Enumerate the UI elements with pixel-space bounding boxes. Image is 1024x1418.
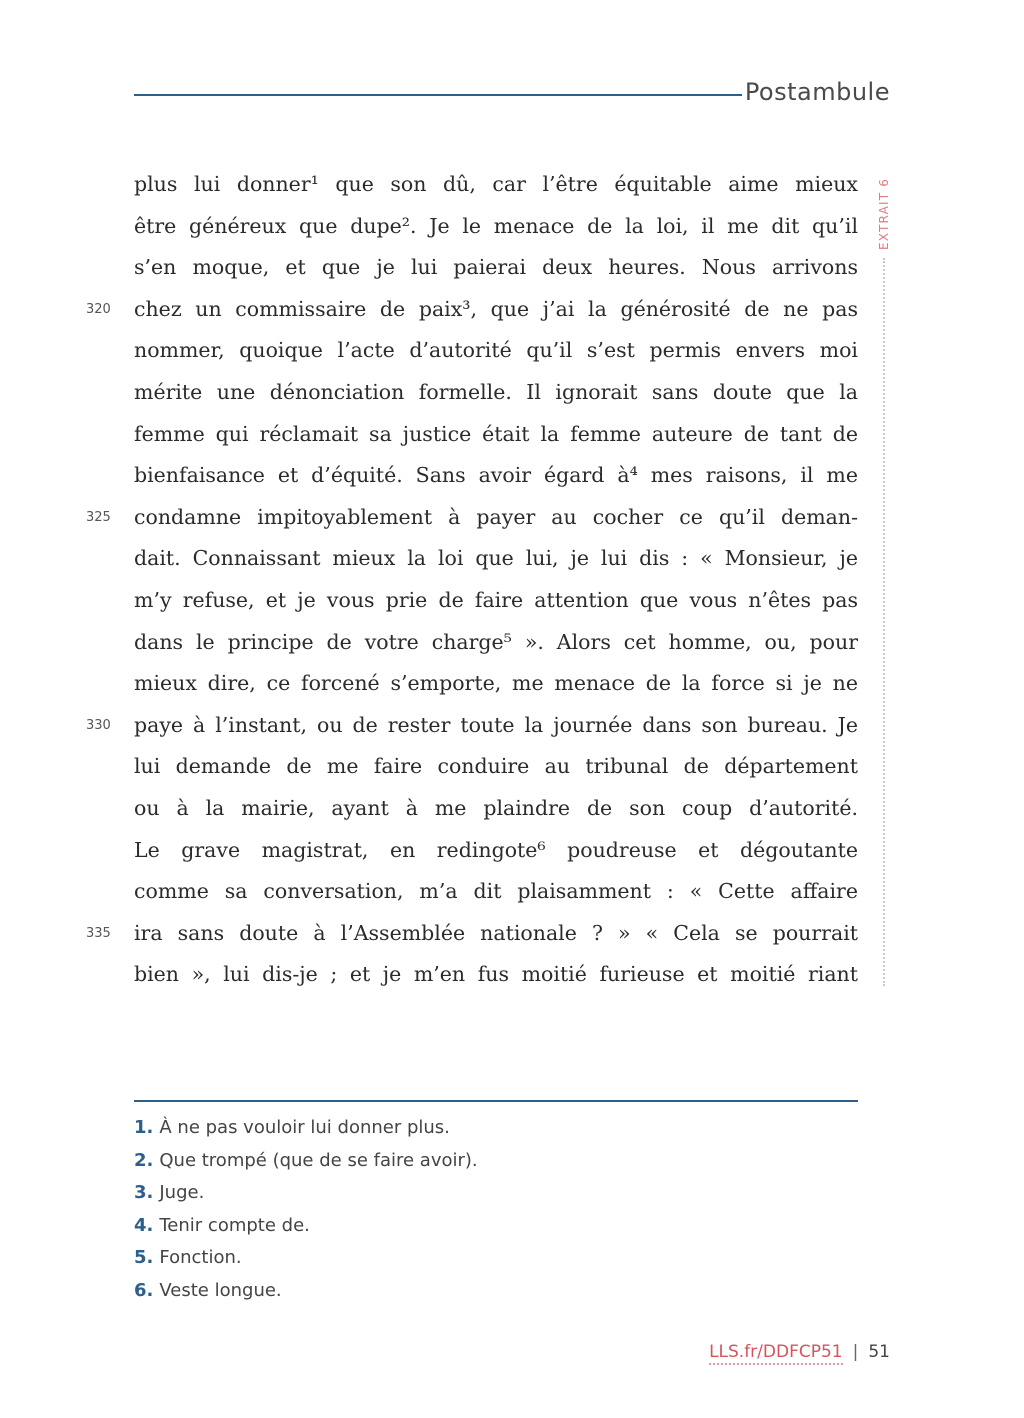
line-number: 325 xyxy=(86,509,111,525)
footnote xyxy=(134,1275,858,1308)
line-text: ira sans doute à l’Assemblée nationale ? » « Cela se pourrait xyxy=(134,920,858,945)
footnote-number: 4. xyxy=(134,1214,154,1236)
footnote-rule xyxy=(134,1100,858,1102)
text-line xyxy=(134,622,858,664)
running-header-title: Postambule xyxy=(744,78,890,106)
footnote-number: 6. xyxy=(134,1279,154,1301)
text-line xyxy=(134,830,858,872)
footnote-text: Tenir compte de. xyxy=(159,1214,310,1236)
text-line xyxy=(134,788,858,830)
line-text: plus lui donner¹ que son dû, car l’être équitable aime mieux xyxy=(134,172,858,196)
text-line xyxy=(134,663,858,705)
text-line xyxy=(134,330,858,372)
footnote xyxy=(134,1210,858,1243)
text-line xyxy=(134,580,858,622)
text-line xyxy=(134,414,858,456)
line-text: mérite une dénonciation formelle. Il ignorait sans doute que la xyxy=(134,379,858,404)
side-label xyxy=(872,174,896,986)
line-text: comme sa conversation, m’a dit plaisamment : « Cette affaire xyxy=(134,879,858,904)
line-number: 330 xyxy=(86,717,111,733)
line-text: bienfaisance et d’équité. Sans avoir égard à⁴ mes raisons, il me xyxy=(134,463,858,488)
text-line xyxy=(86,913,858,955)
line-text: dait. Connaissant mieux la loi que lui, je lui dis : « Monsieur, je xyxy=(134,546,858,571)
line-number: 335 xyxy=(86,925,111,941)
line-text: nommer, quoique l’acte d’autorité qu’il s’est permis envers moi xyxy=(134,338,858,363)
main-text xyxy=(86,164,858,996)
dotted-divider xyxy=(883,258,885,986)
footnote-text: À ne pas vouloir lui donner plus. xyxy=(159,1117,450,1138)
line-text: bien », lui dis-je ; et je m’en fus moitié furieuse et moitié riant xyxy=(134,962,858,987)
header-rule xyxy=(134,94,742,96)
footer-separator: | xyxy=(852,1342,859,1362)
page-footer xyxy=(709,1342,890,1362)
text-line xyxy=(134,164,858,206)
line-text: condamne impitoyablement à payer au cocher ce qu’il deman- xyxy=(134,504,858,529)
line-text: dans le principe de votre charge⁵ ». Alors cet homme, ou, pour xyxy=(134,629,858,654)
footnote xyxy=(134,1177,858,1210)
text-line xyxy=(86,289,858,331)
text-line xyxy=(134,746,858,788)
text-line xyxy=(134,455,858,497)
line-text: chez un commissaire de paix³, que j’ai la générosité de ne pas xyxy=(134,296,858,321)
text-line xyxy=(86,497,858,539)
line-text: être généreux que dupe². Je le menace de la loi, il me dit qu’il xyxy=(134,213,858,238)
extract-label: EXTRAIT 6 xyxy=(877,177,891,250)
footnote-text: Juge. xyxy=(159,1182,205,1204)
text-line xyxy=(86,705,858,747)
line-text: femme qui réclamait sa justice était la femme auteure de tant de xyxy=(134,421,858,446)
footnotes xyxy=(134,1112,858,1308)
footnote-number: 2. xyxy=(134,1149,154,1171)
footnote-text: Veste longue. xyxy=(159,1279,282,1301)
line-text: s’en moque, et que je lui paierai deux heures. Nous arrivons xyxy=(134,255,858,280)
footnote xyxy=(134,1145,858,1178)
text-line xyxy=(134,206,858,248)
line-text: lui demande de me faire conduire au tribunal de département xyxy=(134,754,858,779)
footnote xyxy=(134,1242,858,1275)
text-line xyxy=(134,247,858,289)
footnote xyxy=(134,1112,858,1145)
resource-link[interactable]: LLS.fr/DDFCP51 xyxy=(709,1342,843,1365)
line-number: 320 xyxy=(86,301,111,317)
footnote-number: 1. xyxy=(134,1117,154,1138)
footnote-text: Que trompé (que de se faire avoir). xyxy=(159,1149,478,1171)
text-line xyxy=(134,372,858,414)
line-text: paye à l’instant, ou de rester toute la journée dans son bureau. Je xyxy=(134,712,858,737)
text-line xyxy=(134,538,858,580)
footnote-text: Fonction. xyxy=(159,1247,242,1269)
footnote-number: 3. xyxy=(134,1182,154,1204)
line-text: m’y refuse, et je vous prie de faire attention que vous n’êtes pas xyxy=(134,587,858,612)
line-text: Le grave magistrat, en redingote⁶ poudreuse et dégoutante xyxy=(134,837,858,862)
text-line xyxy=(134,954,858,996)
line-text: ou à la mairie, ayant à me plaindre de son coup d’autorité. xyxy=(134,795,858,820)
line-text: mieux dire, ce forcené s’emporte, me menace de la force si je ne xyxy=(134,671,858,696)
text-line xyxy=(134,871,858,913)
page-number: 51 xyxy=(868,1342,890,1362)
footnote-number: 5. xyxy=(134,1247,154,1269)
